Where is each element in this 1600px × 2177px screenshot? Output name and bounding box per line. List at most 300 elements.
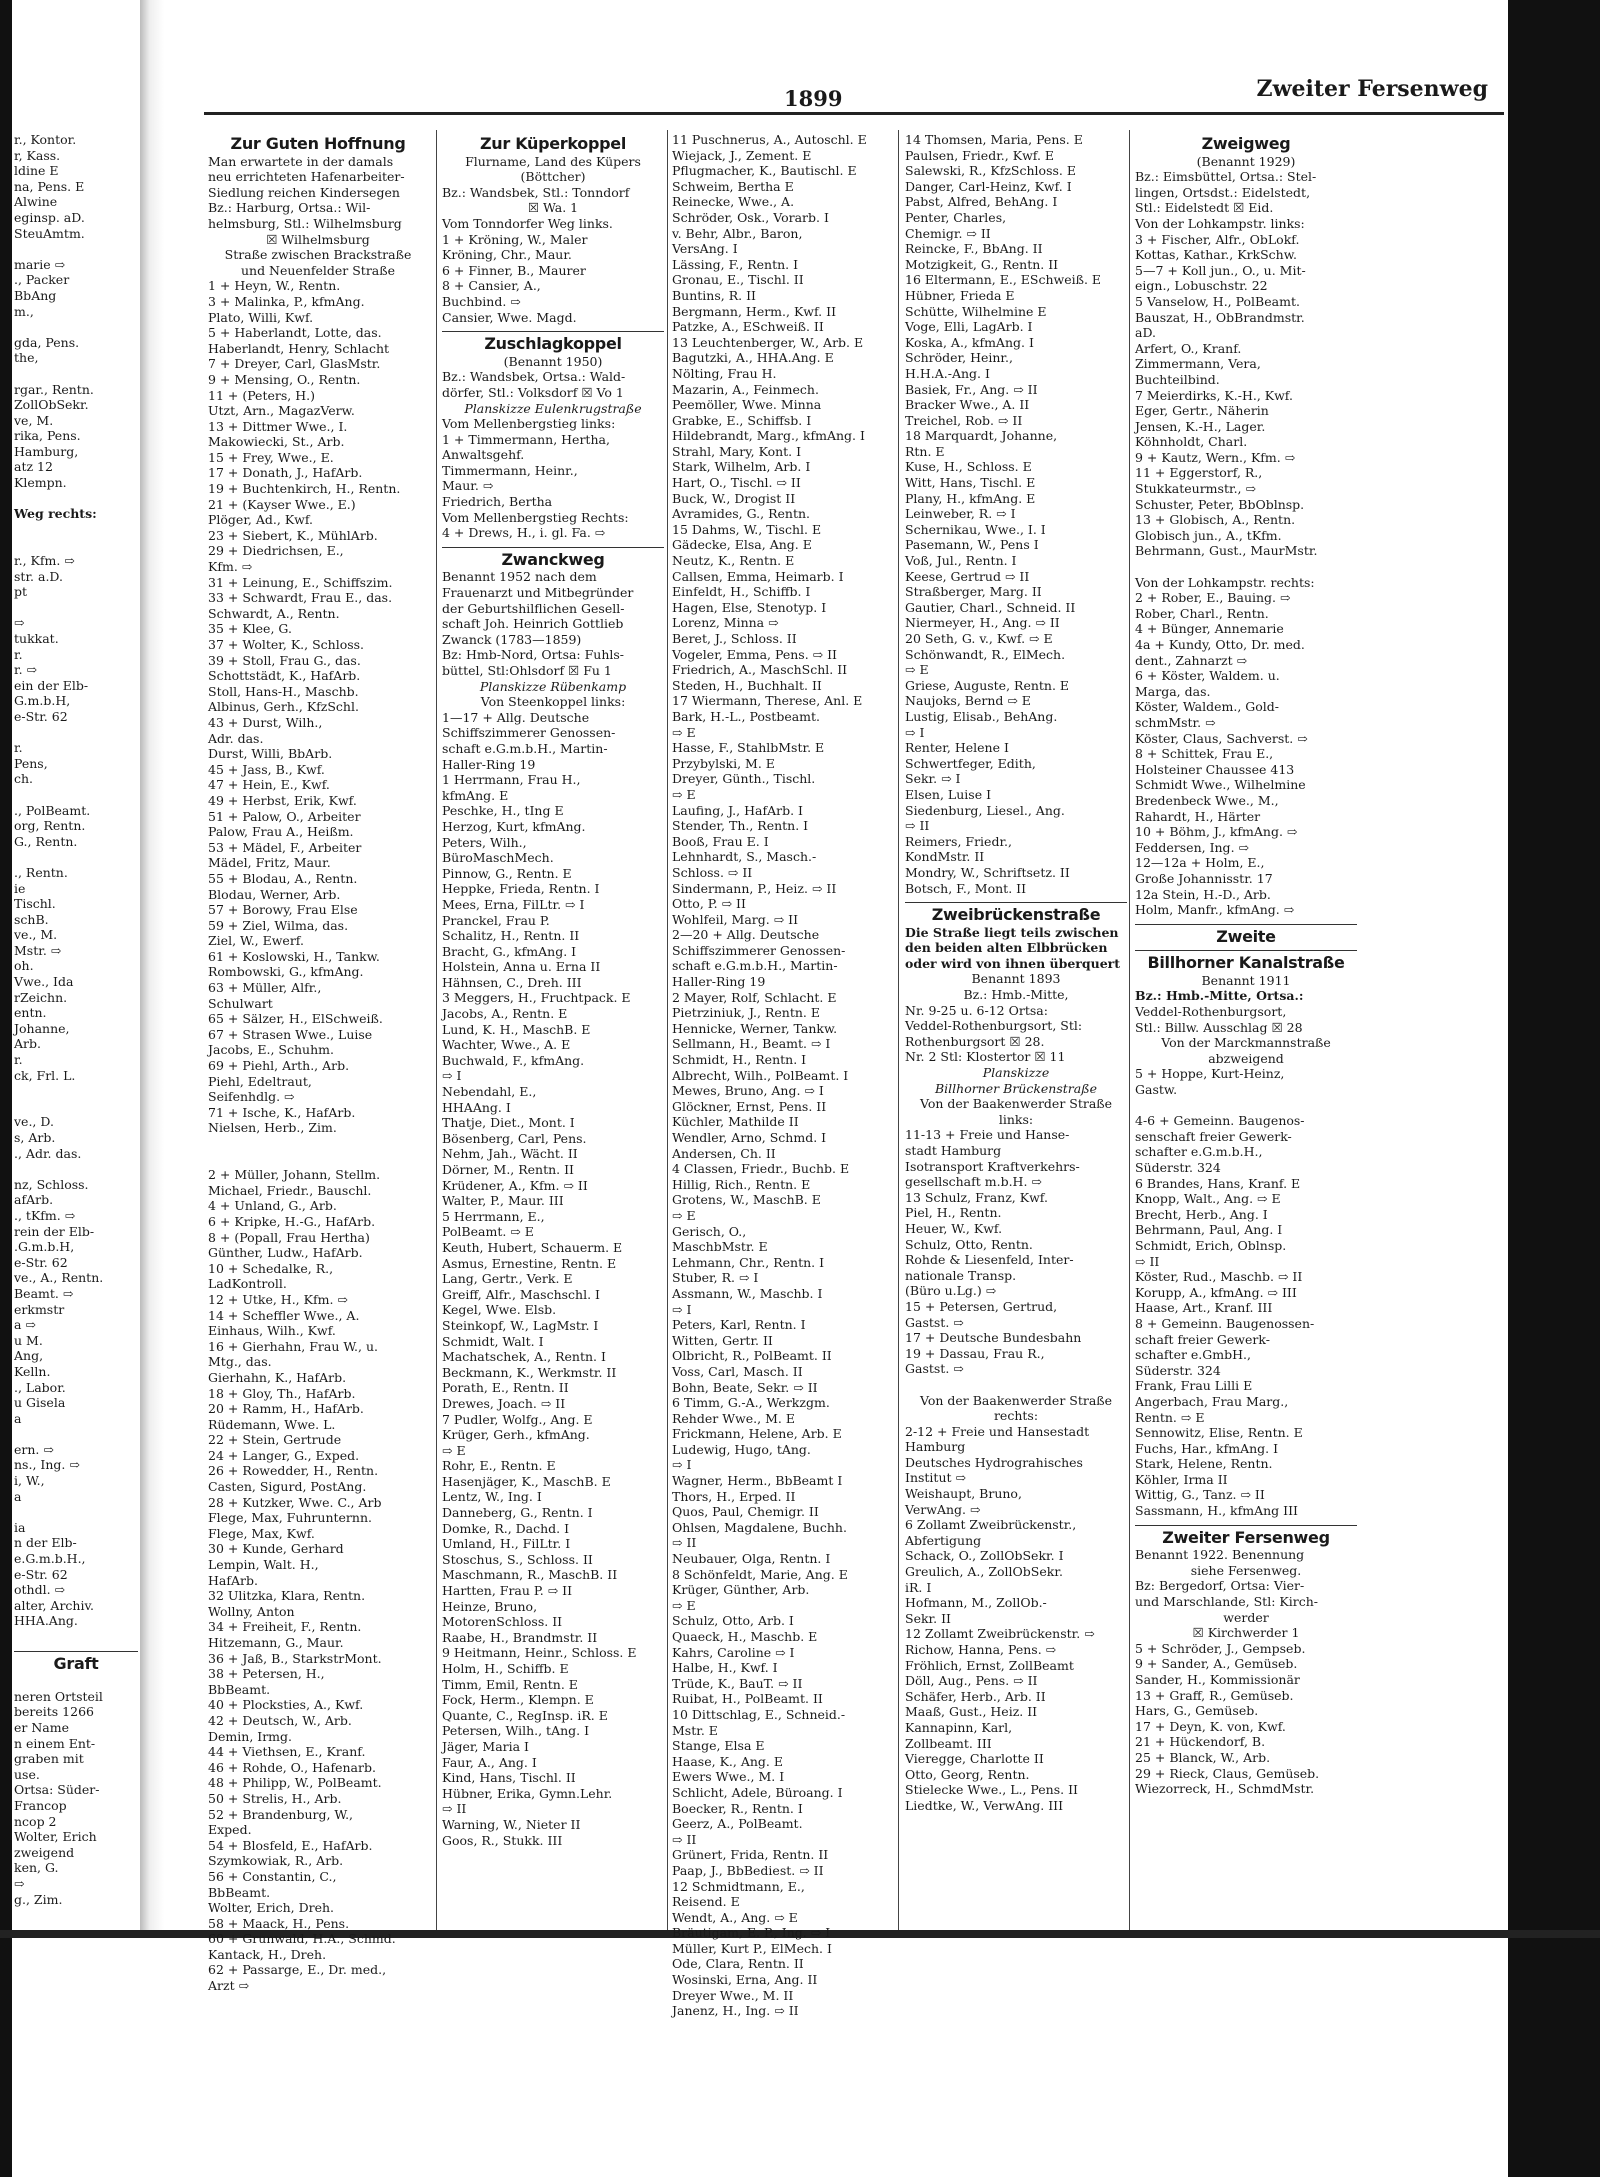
directory-entry: Seifenhdlg. ⇨ <box>208 1089 295 1105</box>
directory-entry: Geerz, A., PolBeamt. <box>672 1816 803 1832</box>
directory-entry: pt <box>14 584 28 600</box>
directory-entry: 42 + Deutsch, W., Arb. <box>208 1712 352 1728</box>
directory-entry: Gädecke, Elsa, Ang. E <box>672 537 812 553</box>
directory-entry <box>14 1083 138 1099</box>
directory-entry: Straßberger, Marg. II <box>905 584 1042 600</box>
directory-entry: 4 + Unland, G., Arb. <box>208 1198 337 1214</box>
directory-entry: Knopp, Walt., Ang. ⇨ E <box>1135 1191 1281 1207</box>
directory-entry: 6 + Finner, B., Maurer <box>442 262 586 278</box>
directory-entry: Mees, Erna, FilLtr. ⇨ I <box>442 896 585 912</box>
directory-entry: BüroMaschMech. <box>442 850 554 866</box>
directory-entry: Ziel, W., Ewerf. <box>208 933 304 949</box>
directory-entry: 9 Heitmann, Heinr., Schloss. E <box>442 1645 637 1661</box>
header-rule <box>204 112 1504 115</box>
directory-entry: 31 + Leinung, E., Schiffszim. <box>208 574 393 590</box>
directory-entry: Alwine <box>14 194 58 210</box>
directory-entry: Kegel, Wwe. Elsb. <box>442 1302 557 1318</box>
directory-entry: Holm, Manfr., kfmAng. ⇨ <box>1135 902 1295 918</box>
directory-entry: Nr. 9-25 u. 6-12 Ortsa: <box>905 1002 1048 1018</box>
centered-line: abzweigend <box>1208 1050 1284 1066</box>
directory-entry: Köster, Claus, Sachverst. ⇨ <box>1135 730 1308 746</box>
page-gutter <box>140 0 164 1930</box>
directory-entry: 65 + Sälzer, H., ElSchweiß. <box>208 1011 383 1027</box>
directory-entry: ve., M. <box>14 927 58 943</box>
directory-entry: 6 Brandes, Hans, Kranf. E <box>1135 1175 1301 1191</box>
directory-entry: Vom Mellenbergstieg Rechts: <box>442 509 629 525</box>
street-heading: Zuschlagkoppel <box>484 334 622 354</box>
centered-line: und Neuenfelder Straße <box>240 262 396 278</box>
directory-entry: ch. <box>14 771 34 787</box>
directory-entry: Schalitz, H., Rentn. II <box>442 928 580 944</box>
directory-entry: Hagen, Else, Stenotyp. I <box>672 599 827 615</box>
directory-entry: 35 + Klee, G. <box>208 621 292 637</box>
directory-entry: 29 + Diedrichsen, E., <box>208 543 344 559</box>
directory-entry: the, <box>14 350 39 366</box>
directory-entry: Quos, Paul, Chemigr. II <box>672 1504 819 1520</box>
directory-entry: Michael, Friedr., Bauschl. <box>208 1182 372 1198</box>
column-5 <box>1135 132 1357 1922</box>
directory-entry: a ⇨ <box>14 1317 36 1333</box>
directory-entry: Kelln. <box>14 1363 51 1379</box>
directory-entry: ⇨ II <box>442 1801 467 1817</box>
directory-entry: Grotens, W., MaschB. E <box>672 1192 821 1208</box>
directory-entry: Wolter, Erich <box>14 1829 97 1845</box>
directory-entry: Exped. <box>208 1822 252 1838</box>
directory-entry: Buntins, R. II <box>672 287 756 303</box>
directory-entry: 47 + Hein, E., Kwf. <box>208 777 330 793</box>
directory-entry: Jacobs, A., Rentn. E <box>442 1006 568 1022</box>
directory-entry: Glöckner, Ernst, Pens. II <box>672 1098 827 1114</box>
directory-entry: 5 + Schröder, J., Gempseb. <box>1135 1640 1306 1656</box>
street-heading: Zweiter Fersenweg <box>1162 1527 1330 1547</box>
directory-entry: Otto, P. ⇨ II <box>672 896 746 912</box>
directory-entry: Veddel-Rothenburgsort, <box>1135 1004 1287 1020</box>
directory-entry: Hamburg <box>905 1439 966 1455</box>
directory-entry: 13 + Graff, R., Gemüseb. <box>1135 1687 1294 1703</box>
directory-entry: Salewski, R., KfzSchloss. E <box>905 163 1076 179</box>
directory-entry: Utzt, Arn., MagazVerw. <box>208 403 355 419</box>
directory-entry: Vieregge, Charlotte II <box>905 1751 1044 1767</box>
directory-entry: 8 + Schittek, Frau E., <box>1135 746 1274 762</box>
directory-entry: rein der Elb- <box>14 1223 95 1239</box>
directory-entry: 49 + Herbst, Erik, Kwf. <box>208 792 357 808</box>
directory-entry: Booß, Frau E. I <box>672 833 769 849</box>
directory-entry: Zimmermann, Vera, <box>1135 356 1261 372</box>
directory-entry: Köhnholdt, Charl. <box>1135 434 1248 450</box>
directory-entry: 6 + Köster, Waldem. u. <box>1135 668 1280 684</box>
directory-entry <box>14 1504 138 1520</box>
directory-entry: Lehmann, Chr., Rentn. I <box>672 1254 825 1270</box>
directory-entry: Rohr, E., Rentn. E <box>442 1458 556 1474</box>
directory-entry: Fröhlich, Ernst, ZollBeamt <box>905 1657 1074 1673</box>
directory-entry: afArb. <box>14 1192 54 1208</box>
directory-entry: Sander, H., Kommissionär <box>1135 1672 1300 1687</box>
directory-entry: Raabe, H., Brandmstr. II <box>442 1629 598 1645</box>
directory-entry: Einhaus, Wilh., Kwf. <box>208 1323 336 1339</box>
directory-entry: 33 + Schwardt, Frau E., das. <box>208 590 393 606</box>
directory-entry: Gastst. ⇨ <box>905 1361 964 1377</box>
directory-entry: Treichel, Rob. ⇨ II <box>905 412 1023 428</box>
directory-entry: Basiek, Fr., Ang. ⇨ II <box>905 381 1038 397</box>
directory-entry: 12 Zollamt Zweibrückenstr. ⇨ <box>905 1626 1095 1642</box>
directory-entry: Beckmann, K., Werkmstr. II <box>442 1364 617 1380</box>
directory-entry: Trüde, K., BauT. ⇨ II <box>672 1675 803 1691</box>
directory-entry: Griese, Auguste, Rentn. E <box>905 677 1070 693</box>
directory-entry: Bz: Hmb-Nord, Ortsa: Fuhls- <box>442 647 625 663</box>
directory-entry: Adr. das. <box>208 730 264 746</box>
directory-entry: VerwAng. ⇨ <box>905 1501 981 1517</box>
centered-line: ☒ Kirchwerder 1 <box>1192 1625 1300 1641</box>
directory-entry: r., Kontor. <box>14 132 77 147</box>
directory-entry: Thatje, Diet., Mont. I <box>442 1115 575 1131</box>
directory-entry: zweigend <box>14 1844 75 1860</box>
directory-entry: Bracker Wwe., A. II <box>905 397 1030 413</box>
directory-entry: Wolter, Erich, Dreh. <box>208 1900 335 1916</box>
directory-entry: Pflugmacher, K., Bautischl. E <box>672 163 857 179</box>
directory-entry: Rober, Charl., Rentn. <box>1135 605 1269 621</box>
directory-entry: Abfertigung <box>905 1532 982 1548</box>
directory-entry: Voß, Jul., Rentn. I <box>905 553 1017 569</box>
directory-entry: Assmann, W., Maschb. I <box>672 1285 823 1301</box>
directory-entry: Hamburg, <box>14 443 79 459</box>
directory-entry: 4 + Bünger, Annemarie <box>1135 621 1284 637</box>
directory-entry: 63 + Müller, Alfr., <box>208 980 322 996</box>
directory-entry: Piel, H., Rentn. <box>905 1205 1002 1221</box>
directory-entry: 54 + Blosfeld, E., HafArb. <box>208 1837 373 1853</box>
directory-entry: 29 + Rieck, Claus, Gemüseb. <box>1135 1765 1320 1781</box>
directory-entry: m., <box>14 303 34 319</box>
directory-entry: ⇨ II <box>672 1535 697 1551</box>
directory-entry: 69 + Piehl, Arth., Arb. <box>208 1058 350 1074</box>
street-heading: Zweigweg <box>1201 134 1291 153</box>
directory-entry: rgar., Rentn. <box>14 381 94 397</box>
centered-line: (Benannt 1950) <box>503 353 603 369</box>
directory-entry: Wiezorreck, H., SchmdMstr. <box>1135 1781 1315 1797</box>
bold-line: den beiden alten Elbbrücken <box>905 940 1108 956</box>
directory-entry: Behrmann, Paul, Ang. I <box>1135 1222 1283 1238</box>
directory-entry: lingen, Ortsdst.: Eidelstedt, <box>1135 184 1311 200</box>
directory-entry: ⇨ II <box>905 818 930 834</box>
directory-entry: Schiffszimmerer Genossen- <box>672 942 846 958</box>
directory-entry: ⇨ I <box>442 1068 462 1084</box>
directory-entry: Patzke, A., ESchweiß. II <box>672 319 824 335</box>
directory-entry: Pens, <box>14 755 48 771</box>
street-heading: Zwanckweg <box>501 549 605 569</box>
directory-entry: Krüger, Gerh., kfmAng. <box>442 1427 590 1443</box>
directory-entry: Fock, Herm., Klempn. E <box>442 1692 594 1708</box>
directory-entry: Stange, Elsa E <box>672 1738 765 1754</box>
directory-entry: 8 Schönfeldt, Marie, Ang. E <box>672 1566 848 1582</box>
directory-entry: 5—7 + Koll jun., O., u. Mit- <box>1135 262 1306 278</box>
directory-entry: a <box>14 1488 22 1504</box>
directory-entry: v. Behr, Albr., Baron, <box>672 225 803 241</box>
directory-entry: Steinkopf, W., LagMstr. I <box>442 1317 599 1333</box>
directory-entry: othdl. ⇨ <box>14 1582 66 1598</box>
centered-line: (Böttcher) <box>520 169 586 185</box>
directory-entry: Bz: Bergedorf, Ortsa: Vier- <box>1135 1578 1305 1594</box>
directory-entry <box>14 366 138 382</box>
directory-entry: schaft e.G.m.b.H., Martin- <box>672 958 838 974</box>
directory-entry: Grünert, Frida, Rentn. II <box>672 1847 829 1863</box>
directory-entry: Feddersen, Ing. ⇨ <box>1135 839 1249 855</box>
directory-entry <box>905 1377 1127 1393</box>
section-rule <box>442 547 664 548</box>
directory-entry: u M. <box>14 1332 43 1348</box>
directory-entry: Holm, H., Schiffb. E <box>442 1661 569 1676</box>
directory-entry: Bz.: Wandsbek, Ortsa.: Wald- <box>442 369 626 385</box>
directory-entry: Goos, R., Stukk. III <box>442 1832 563 1848</box>
directory-entry: Köster, Waldem., Gold- <box>1135 699 1280 715</box>
directory-entry: ., tKfm. ⇨ <box>14 1207 76 1223</box>
directory-entry: 20 Seth, G. v., Kwf. ⇨ E <box>905 631 1053 646</box>
directory-entry <box>1135 1098 1357 1114</box>
directory-entry: Wohlfeil, Marg. ⇨ II <box>672 911 799 927</box>
directory-entry: Asmus, Ernestine, Rentn. E <box>442 1255 617 1271</box>
directory-entry: Deutsches Hydrograhisches <box>905 1454 1083 1470</box>
directory-entry: Kottas, Kathar., KrkSchw. <box>1135 247 1297 263</box>
directory-entry: schafter e.GmbH., <box>1135 1347 1251 1363</box>
directory-entry: na, Pens. E <box>14 178 85 194</box>
directory-entry: Schloss. ⇨ II <box>672 864 753 880</box>
directory-entry: Reinecke, Wwe., A. <box>672 194 795 210</box>
directory-entry: Klempn. <box>14 475 67 491</box>
directory-entry: ken, G. <box>14 1860 59 1876</box>
directory-entry: Arb. <box>14 1036 41 1052</box>
directory-entry <box>14 725 138 741</box>
directory-entry: Ewers Wwe., M. I <box>672 1769 785 1785</box>
directory-entry: Steden, H., Buchhalt. II <box>672 677 822 693</box>
directory-entry: nz, Schloss. <box>14 1176 89 1192</box>
directory-entry: Nehm, Jah., Wächt. II <box>442 1146 578 1162</box>
directory-entry: 11-13 + Freie und Hanse- <box>905 1127 1070 1143</box>
directory-entry: 28 + Kutzker, Wwe. C., Arb <box>208 1494 382 1510</box>
directory-entry: 15 + Frey, Wwe., E. <box>208 449 334 465</box>
directory-entry: 4-6 + Gemeinn. Baugenos- <box>1135 1113 1305 1129</box>
directory-entry: Pietrziniuk, J., Rentn. E <box>672 1005 820 1021</box>
directory-entry: Große Johannisstr. 17 <box>1135 870 1273 886</box>
directory-entry: Ode, Clara, Rentn. II <box>672 1956 804 1972</box>
running-head: Zweiter Fersenweg <box>1256 76 1488 102</box>
directory-entry: PolBeamt. ⇨ E <box>442 1224 534 1240</box>
directory-entry: stadt Hamburg <box>905 1143 1002 1158</box>
directory-entry: 15 Dahms, W., Tischl. E <box>672 521 822 537</box>
bold-line: Weg rechts: <box>14 506 97 522</box>
directory-entry: Bauszat, H., ObBrandmstr. <box>1135 309 1305 325</box>
column-4 <box>905 132 1127 1922</box>
directory-entry: e-Str. 62 <box>14 1566 68 1582</box>
directory-entry: Pabst, Alfred, BehAng. I <box>905 194 1058 210</box>
directory-entry <box>1135 559 1357 575</box>
directory-entry: 50 + Strelis, H., Arb. <box>208 1790 342 1806</box>
directory-entry: n der Elb- <box>14 1535 77 1551</box>
directory-entry: 4a + Kundy, Otto, Dr. med. <box>1135 637 1305 652</box>
directory-entry: 12a Stein, H.-D., Arb. <box>1135 886 1271 902</box>
directory-entry: Schmidt, H., Rentn. I <box>672 1052 807 1068</box>
directory-entry: Zwanck (1783—1859) <box>442 631 582 647</box>
directory-entry: Benannt 1922. Benennung <box>1135 1547 1305 1563</box>
directory-entry: senschaft freier Gewerk- <box>1135 1128 1292 1144</box>
directory-entry: Makowiecki, St., Arb. <box>208 434 345 450</box>
directory-entry: Sekr. II <box>905 1610 951 1626</box>
directory-entry: Hasse, F., StahlbMstr. E <box>672 740 825 756</box>
directory-entry: 21 + (Kayser Wwe., E.) <box>208 496 356 512</box>
directory-entry: Korupp, A., kfmAng. ⇨ III <box>1135 1284 1297 1300</box>
directory-entry: MaschbMstr. E <box>672 1239 768 1255</box>
directory-entry: Hitzemann, G., Maur. <box>208 1635 344 1650</box>
directory-entry: 57 + Borowy, Frau Else <box>208 902 358 918</box>
directory-entry: Schwardt, A., Rentn. <box>208 605 340 621</box>
directory-entry: Hofmann, M., ZollOb.- <box>905 1595 1047 1611</box>
directory-entry: str. a.D. <box>14 568 63 584</box>
directory-entry: 8 + Cansier, A., <box>442 278 541 294</box>
directory-entry: Fuchs, Har., kfmAng. I <box>1135 1440 1279 1456</box>
directory-entry: Renter, Helene I <box>905 740 1009 756</box>
directory-entry: Dreyer Wwe., M. II <box>672 1987 794 2003</box>
directory-entry <box>14 600 138 616</box>
directory-entry: Peschke, H., tIng E <box>442 803 564 819</box>
directory-entry: dörfer, Stl.: Volksdorf ☒ Vo 1 <box>442 384 624 400</box>
directory-entry: Mtg., das. <box>208 1354 272 1370</box>
directory-entry: Angerbach, Frau Marg., <box>1135 1393 1289 1409</box>
directory-entry: 46 + Rohde, O., Hafenarb. <box>208 1759 376 1775</box>
directory-entry: Marga, das. <box>1135 683 1211 699</box>
directory-entry: Boecker, R., Rentn. I <box>672 1800 803 1816</box>
directory-entry: ns., Ing. ⇨ <box>14 1457 80 1473</box>
directory-entry: Isotransport Kraftverkehrs- <box>905 1158 1080 1174</box>
directory-entry: Laufing, J., HafArb. I <box>672 802 803 818</box>
directory-entry: ., Labor. <box>14 1379 66 1395</box>
directory-entry: Plany, H., kfmAng. E <box>905 490 1036 506</box>
directory-entry: Bz.: Eimsbüttel, Ortsa.: Stel- <box>1135 169 1317 185</box>
directory-entry: Schütte, Wilhelmine E <box>905 303 1047 319</box>
directory-entry: 13 Leuchtenberger, W., Arb. E <box>672 334 864 350</box>
directory-entry: 5 Vanselow, H., PolBeamt. <box>1135 293 1300 309</box>
directory-entry: 1 + Heyn, W., Rentn. <box>208 278 341 294</box>
directory-entry: Greulich, A., ZollObSekr. <box>905 1564 1063 1580</box>
directory-entry: der Geburtshilflichen Gesell- <box>442 600 625 616</box>
directory-entry <box>14 1161 138 1177</box>
directory-entry: gesellschaft m.b.H. ⇨ <box>905 1174 1042 1190</box>
directory-entry <box>208 1136 428 1152</box>
directory-entry: Witt, Hans, Tischl. E <box>905 475 1036 491</box>
directory-entry: Arzt ⇨ <box>208 1978 250 1994</box>
directory-entry: Wiejack, J., Zement. E <box>672 147 812 163</box>
directory-entry: ⇨ II <box>672 1831 697 1847</box>
directory-entry: Schmidt, Erich, Oblnsp. <box>1135 1237 1287 1253</box>
directory-entry: Lund, K. H., MaschB. E <box>442 1021 591 1037</box>
directory-entry: rZeichn. <box>14 989 68 1005</box>
directory-entry: ⇨ E <box>672 724 696 740</box>
directory-entry: Greiff, Alfr., Maschschl. I <box>442 1286 600 1302</box>
directory-entry: n einem Ent- <box>14 1735 96 1751</box>
directory-entry: Niermeyer, H., Ang. ⇨ II <box>905 615 1060 631</box>
directory-entry: Witten, Gertr. II <box>672 1332 773 1348</box>
directory-entry: 24 + Langer, G., Exped. <box>208 1447 360 1463</box>
directory-entry: Schottstädt, K., HafArb. <box>208 668 361 684</box>
directory-entry: aD. <box>1135 325 1157 341</box>
directory-entry: HHA.Ang. <box>14 1613 78 1629</box>
directory-entry: r. ⇨ <box>14 662 38 678</box>
directory-entry: Mstr. E <box>672 1722 718 1738</box>
directory-entry: Bagutzki, A., HHA.Ang. E <box>672 350 834 366</box>
directory-entry: Haase, K., Ang. E <box>672 1753 783 1769</box>
directory-entry: Nr. 2 Stl: Klostertor ☒ 11 <box>905 1049 1066 1065</box>
directory-entry: Schulz, Otto, Rentn. <box>905 1236 1033 1252</box>
directory-entry: Hähnsen, C., Dreh. III <box>442 974 582 990</box>
directory-entry: 2 + Müller, Johann, Stellm. <box>208 1167 381 1183</box>
directory-entry: 37 + Wolter, K., Schloss. <box>208 637 365 652</box>
directory-entry: .G.m.b.H, <box>14 1239 75 1255</box>
directory-entry: 16 Eltermann, E., ESchweiß. E <box>905 272 1102 288</box>
column-rule <box>898 130 899 1930</box>
directory-entry: Przybylski, M. E <box>672 755 775 771</box>
directory-entry: r. <box>14 1052 23 1068</box>
directory-entry: Reisend. E <box>672 1894 740 1910</box>
directory-entry: Stl.: Eidelstedt ☒ Eid. <box>1135 200 1274 216</box>
directory-entry: Janenz, H., Ing. ⇨ II <box>672 2003 799 2019</box>
directory-entry: Pinnow, G., Rentn. E <box>442 865 572 881</box>
directory-entry: ., PolBeamt. <box>14 802 91 818</box>
directory-entry: VersAng. I <box>672 241 738 257</box>
directory-entry: Quaeck, H., Maschb. E <box>672 1629 818 1644</box>
directory-entry: Kröning, Chr., Maur. <box>442 247 572 263</box>
directory-entry: 62 + Passarge, E., Dr. med., <box>208 1962 387 1978</box>
directory-entry: Rentn. ⇨ E <box>1135 1409 1205 1425</box>
directory-entry: Kuse, H., Schloss. E <box>905 459 1032 475</box>
directory-entry: Von der Lohkampstr. rechts: <box>1135 574 1315 590</box>
directory-entry: Lässing, F., Rentn. I <box>672 256 799 272</box>
directory-entry: Kfm. ⇨ <box>208 559 253 575</box>
directory-entry: Maur. ⇨ <box>442 478 494 494</box>
directory-entry: ia <box>14 1519 26 1535</box>
directory-entry: Flege, Max, Fuhrunternn. <box>208 1510 372 1526</box>
directory-entry: Pasemann, W., Pens I <box>905 537 1039 553</box>
scan-edge-right <box>1508 0 1600 2177</box>
directory-entry: Stielecke Wwe., L., Pens. II <box>905 1782 1078 1798</box>
directory-entry <box>14 1426 138 1442</box>
directory-entry: Motzigkeit, G., Rentn. II <box>905 256 1059 272</box>
directory-entry: Machatschek, A., Rentn. I <box>442 1349 606 1365</box>
directory-entry: Richow, Hanna, Pens. ⇨ <box>905 1642 1057 1657</box>
directory-entry: 56 + Constantin, C., <box>208 1868 337 1884</box>
directory-entry: r, Kass. <box>14 147 61 163</box>
directory-entry: Schäfer, Herb., Arb. II <box>905 1688 1046 1704</box>
directory-entry: 48 + Philipp, W., PolBeamt. <box>208 1775 382 1791</box>
directory-entry: Pranckel, Frau P. <box>442 912 550 928</box>
directory-entry: 3 + Fischer, Alfr., ObLokf. <box>1135 231 1300 247</box>
directory-entry: 3 Meggers, H., Fruchtpack. E <box>442 990 631 1006</box>
directory-entry: alter, Archiv. <box>14 1597 95 1613</box>
directory-entry <box>14 491 138 507</box>
centered-line: rechts: <box>993 1408 1039 1424</box>
directory-entry: ., Rentn. <box>14 864 68 880</box>
directory-entry: 7 Meierdirks, K.-H., Kwf. <box>1135 387 1293 403</box>
directory-entry: Wagner, Herm., BbBeamt I <box>672 1473 843 1489</box>
directory-entry: KondMstr. II <box>905 849 985 865</box>
directory-entry: ⇨ E <box>442 1442 466 1458</box>
directory-entry: Schlicht, Adele, Büroang. I <box>672 1784 843 1800</box>
directory-entry: Sekr. ⇨ I <box>905 771 961 787</box>
directory-entry: 12—12a + Holm, E., <box>1135 855 1265 871</box>
directory-entry: ein der Elb- <box>14 677 89 693</box>
directory-entry: Wachter, Wwe., A. E <box>442 1037 571 1053</box>
directory-entry: rika, Pens. <box>14 428 81 444</box>
directory-entry: Sennowitz, Elise, Rentn. E <box>1135 1425 1303 1441</box>
directory-entry: ncop 2 <box>14 1813 57 1829</box>
directory-entry <box>208 1152 428 1168</box>
directory-entry: 55 + Blodau, A., Rentn. <box>208 870 358 886</box>
directory-entry: ie <box>14 880 26 896</box>
